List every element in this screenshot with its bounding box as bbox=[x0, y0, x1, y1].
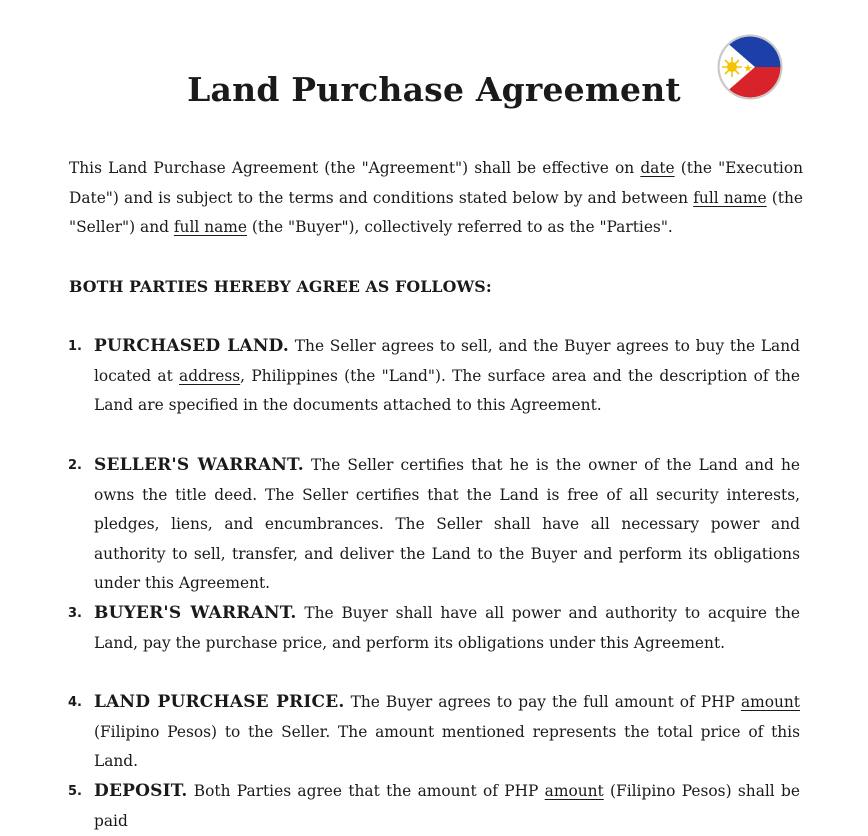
clause-land-purchase-price bbox=[68, 688, 800, 777]
seller-name-field[interactable]: full name bbox=[693, 188, 767, 207]
clause-sellers-warrant bbox=[68, 451, 800, 599]
clause-heading: DEPOSIT. bbox=[94, 781, 188, 801]
intro-text: (the "Buyer"), collectively referred to as the "Parties". bbox=[247, 218, 673, 236]
clause-text: , Philippines (the "Land"). The surface area and the description of the Land are specified in the documents attached to this Agreement. bbox=[94, 366, 800, 414]
intro-text: This Land Purchase Agreement (the "Agreement") shall be effective on bbox=[69, 159, 641, 177]
intro-text: (the "Seller") and bbox=[69, 188, 803, 236]
execution-date-field[interactable]: date bbox=[640, 159, 675, 177]
clause-heading: LAND PURCHASE PRICE. bbox=[94, 692, 345, 712]
clause-number: 1. bbox=[68, 339, 82, 354]
clause-number: 2. bbox=[68, 458, 82, 473]
clause-heading: PURCHASED LAND. bbox=[94, 336, 290, 356]
clause-text: (Filipino Pesos) to the Seller. The amount mentioned represents the total price of this Land. bbox=[94, 722, 800, 770]
clause-purchased-land bbox=[68, 332, 801, 421]
clause-text: The Buyer shall have all power and authority to acquire the Land, pay the purchase price, and perform its obligations under this Agreement. bbox=[94, 604, 800, 652]
document-title: Land Purchase Agreement bbox=[187, 70, 681, 109]
deposit-amount-field[interactable]: amount bbox=[544, 782, 604, 800]
clause-text: (Filipino Pesos) shall be paid bbox=[94, 782, 800, 830]
clause-text: The Buyer agrees to pay the full amount of PHP bbox=[344, 693, 741, 711]
purchase-amount-field[interactable]: amount bbox=[740, 693, 800, 711]
clause-number: 3. bbox=[68, 606, 82, 621]
intro-text: (the "Execution Date") and is subject to the terms and conditions stated below by and between bbox=[69, 159, 803, 207]
clause-buyers-warrant bbox=[68, 599, 800, 658]
address-field[interactable]: address bbox=[179, 366, 241, 385]
clause-number: 4. bbox=[68, 695, 82, 710]
intro-paragraph bbox=[69, 154, 803, 243]
clause-heading: BUYER'S WARRANT. bbox=[94, 603, 297, 623]
clause-text: The Seller agrees to sell, and the Buyer agrees to buy the Land located at bbox=[94, 337, 801, 385]
buyer-name-field[interactable]: full name bbox=[173, 218, 247, 236]
clause-text: The Seller certifies that he is the owner of the Land and he owns the title deed. The Seller certifies that the Land is free of all security interests, pledges, liens, and encumbrances. The Seller shall have all necessary power and authority to sell, transfer, and deliver the Land to the Buyer and perform its obligations under this Agreement. bbox=[94, 456, 800, 592]
agreement-heading: BOTH PARTIES HEREBY AGREE AS FOLLOWS: bbox=[69, 277, 492, 296]
clause-number: 5. bbox=[68, 784, 82, 799]
clause-heading: SELLER'S WARRANT. bbox=[94, 455, 304, 475]
clause-text: Both Parties agree that the amount of PHP bbox=[187, 782, 545, 800]
clause-deposit bbox=[68, 777, 800, 836]
